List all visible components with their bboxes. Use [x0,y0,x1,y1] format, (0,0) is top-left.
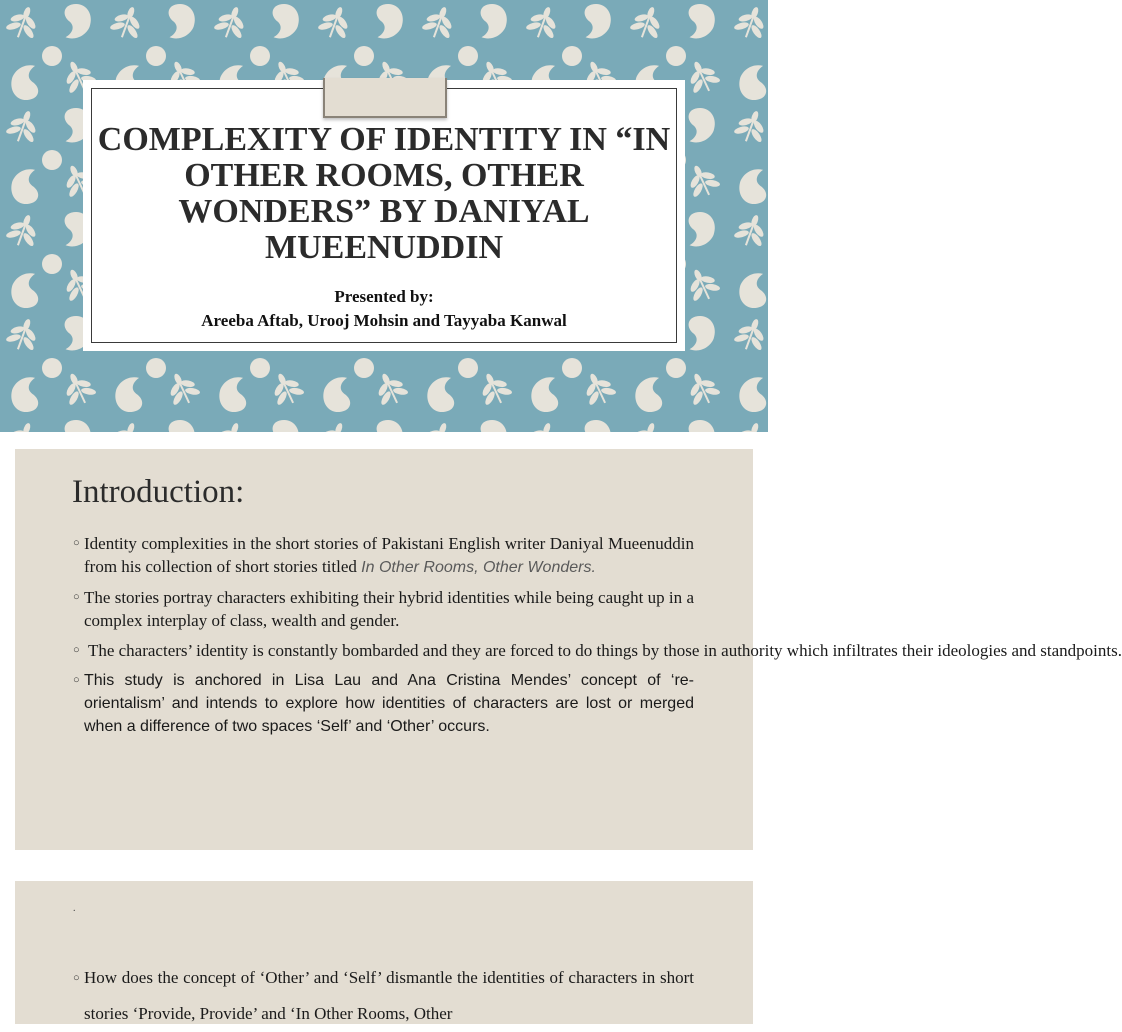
research-question-list [73,960,694,1032]
presenters-names: Areeba Aftab, Urooj Mohsin and Tayyaba Kanwal [201,311,567,330]
bullet-text: The characters’ identity is constantly bombarded and they are forced to do things by those in authority which infiltrates their ideologies and standpoints. [84,641,1122,660]
bullet-text: This study is anchored in Lisa Lau and Ana Cristina Mendes’ concept of ‘re-orientalism’ and intends to explore how identities of characters are lost or merged when a difference of two spaces ‘Self’ and ‘Other’ occurs. [84,672,694,735]
bullet-tail: . [591,559,596,576]
bullet-circle-icon: ○ [73,674,80,686]
bullet-circle-icon: ○ [73,644,80,656]
bullet-text: Identity complexities in the short stories of Pakistani English writer Daniyal Mueenuddin from his collection of short stories titled [84,534,694,576]
bullet-circle-icon: ○ [73,972,80,984]
bullet-circle-icon: ○ [73,537,80,549]
list-item [73,669,694,738]
list-item [73,639,1122,662]
introduction-heading: Introduction: [72,474,245,510]
list-item [73,960,694,1032]
bullet-text: The stories portray characters exhibiting their hybrid identities while being caught up in a complex interplay of class, wealth and gender. [84,588,694,630]
book-title-emphasis: In Other Rooms, Other Wonders [361,559,592,576]
title-tab-decoration [323,78,447,118]
title-card [83,80,685,351]
bullet-circle-icon: ○ [73,591,80,603]
introduction-slide [15,449,1122,850]
research-questions-slide [15,881,753,1024]
introduction-bullets [73,532,1122,745]
placeholder-dot: . [73,903,76,914]
bullet-text: How does the concept of ‘Other’ and ‘Self’ dismantle the identities of characters in short stories ‘Provide, Provide’ and ‘In Other Rooms, Other [84,968,694,1023]
list-item [73,586,694,632]
title-slide [0,0,768,432]
list-item [73,532,694,579]
presentation-title: COMPLEXITY OF IDENTITY IN “IN OTHER ROOMS, OTHER WONDERS” BY DANIYAL MUEENUDDIN [97,121,671,266]
presented-by-label: Presented by: [334,287,434,306]
